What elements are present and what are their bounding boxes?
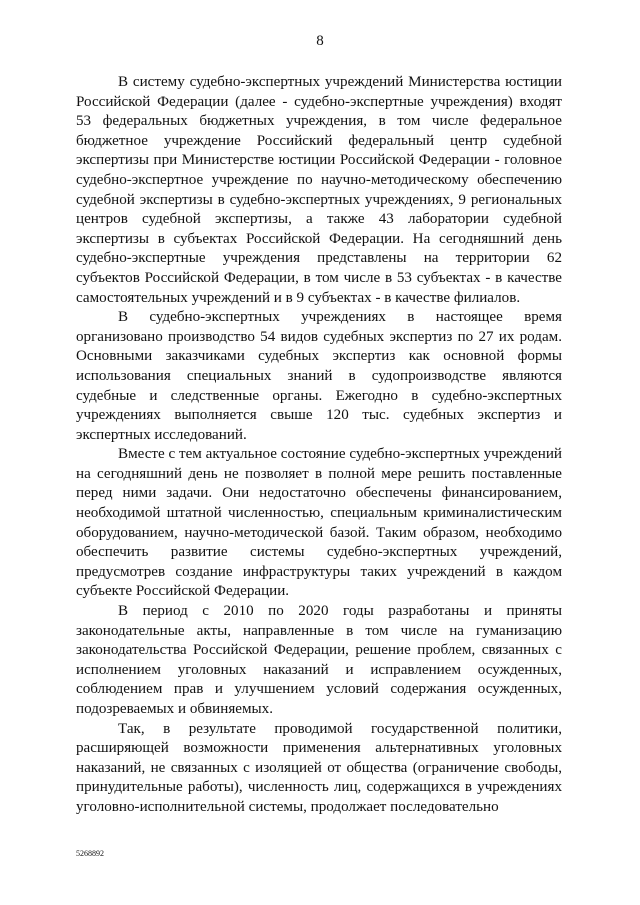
paragraph-3: Вместе с тем актуальное состояние судебно-экспертных учреждений на сегодняшний день не позволяет в полной мере решить поставленные перед ними задачи. Они недостаточно обеспечены финансированием, необходимой штатной численностью, специальным криминалистическим оборудованием, научно-методической базой. Таким образом, необходимо обеспечить развитие системы судебно-экспертных учреждений, предусмотрев создание инфраструктуры таких учреждений в каждом субъекте Российской Федерации. [76,446,562,600]
paragraph-5: Так, в результате проводимой государственной политики, расширяющей возможности применения альтернативных уголовных наказаний, не связанных с изоляцией от общества (ограничение свободы, принудительные работы), численность лиц, содержащихся в учреждениях уголовно-исполнительной системы, продолжает последовательно [76,720,562,815]
paragraph-4: В период с 2010 по 2020 годы разработаны и приняты законодательные акты, направленные в том числе на гуманизацию законодательства Российской Федерации, решение проблем, связанных с исполнением уголовных наказаний и исправлением осужденных, соблюдением прав и улучшением условий содержания осужденных, подозреваемых и обвиняемых. [76,603,562,717]
document-body [76,73,562,818]
paragraph-2: В судебно-экспертных учреждениях в настоящее время организовано производство 54 видов судебных экспертиз по 27 их родам. Основными заказчиками судебных экспертиз как основной формы использования специальных знаний в судопроизводстве являются судебные и следственные органы. Ежегодно в судебно-экспертных учреждениях выполняется свыше 120 тыс. судебных экспертиз и экспертных исследований. [76,309,562,443]
page-number: 8 [316,33,324,49]
paragraph-1: В систему судебно-экспертных учреждений Министерства юстиции Российской Федерации (далее - судебно-экспертные учреждения) входят 53 федеральных бюджетных учреждения, в том числе федеральное бюджетное учреждение Российский федеральный центр судебной экспертизы при Министерстве юстиции Российской Федерации - головное судебно-экспертное учреждение по научно-методическому обеспечению судебной экспертизы в судебно-экспертных учреждениях, 9 региональных центров судебной экспертизы, а также 43 лаборатории судебной экспертизы в субъектах Российской Федерации. На сегодняшний день судебно-экспертные учреждения представлены на территории 62 субъектов Российской Федерации, в том числе в 53 субъектах - в качестве самостоятельных учреждений и в 9 субъектах - в качестве филиалов. [76,74,562,306]
document-code: 5268892 [76,849,104,858]
